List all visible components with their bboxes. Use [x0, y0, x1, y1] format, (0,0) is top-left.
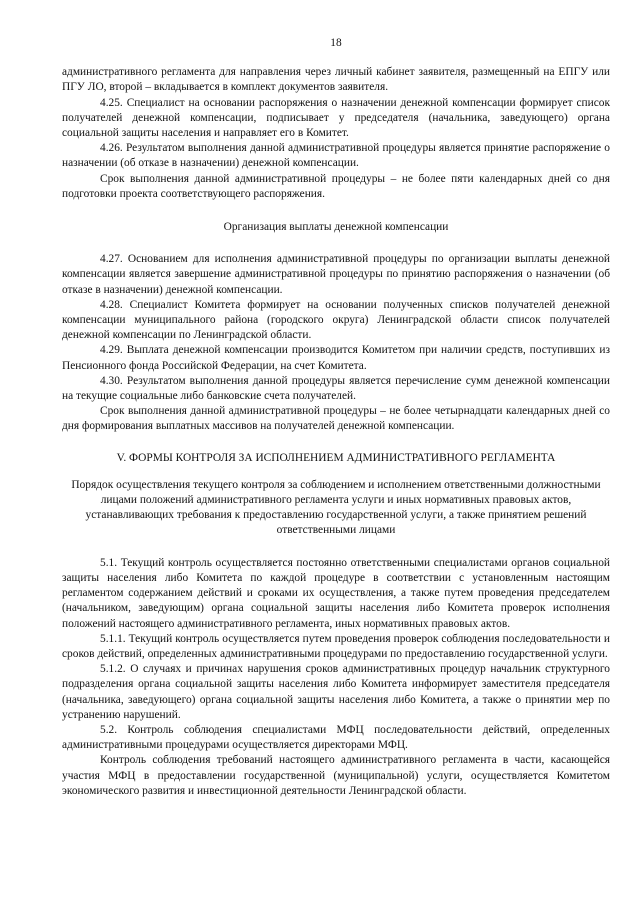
paragraph-5-1-1: 5.1.1. Текущий контроль осуществляется путем проведения проверок соблюдения последовательности и сроков действий, определенных административными процедурами по предоставлению государственной услуги. [62, 632, 610, 660]
subheading-payment: Организация выплаты денежной компенсации [223, 221, 449, 234]
paragraph-deadline-2: Срок выполнения данной административной процедуры – не более четырнадцати календарных дней со дня формирования выплатных массивов на получателей денежной компенсации. [62, 405, 610, 433]
paragraph-4-28: 4.28. Специалист Комитета формирует на основании полученных списков получателей денежной компенсации муниципального района (городского округа) Ленинградской области список получателей денежной компенсации по Ленинградской области. [62, 298, 610, 342]
paragraph-deadline-1: Срок выполнения данной административной процедуры – не более пяти календарных дней со дня подготовки проекта соответствующего распоряжения. [62, 172, 610, 200]
page-number: 18 [330, 37, 342, 49]
paragraph-5-2: 5.2. Контроль соблюдения специалистами МФЦ последовательности действий, определенных административными процедурами осуществляется директорами МФЦ. [62, 723, 610, 752]
section-subheading: Порядок осуществления текущего контроля за соблюдением и исполнением ответственными должностными лицами положений административного регламента услуги и иных нормативных правовых актов, устанавливающих требования к предоставлению государственной услуги, а также принятием решений ответственными лицами [71, 478, 601, 537]
paragraph-continued: административного регламента для направления через личный кабинет заявителя, размещенный на ЕПГУ или ПГУ ЛО, второй – вкладывается в комплект документов заявителя. [62, 66, 610, 94]
section-title: V. ФОРМЫ КОНТРОЛЯ ЗА ИСПОЛНЕНИЕМ АДМИНИСТРАТИВНОГО РЕГЛАМЕНТА [116, 451, 556, 464]
paragraph-control-mfc: Контроль соблюдения требований настоящего административного регламента в части, касающейся участия МФЦ в предоставлении государственной (муниципальной) услуги, осуществляется Комитетом экономического развития и инвестиционной деятельности Ленинградской области. [62, 754, 610, 797]
paragraph-4-26: 4.26. Результатом выполнения данной административной процедуры является принятие распоряжение о назначении (об отказе в назначении) денежной компенсации. [62, 142, 610, 170]
paragraph-5-1: 5.1. Текущий контроль осуществляется постоянно ответственными специалистами органов социальной защиты населения либо Комитета по каждой процедуре в соответствии с установленным настоящим регламентом содержанием действий и сроками их осуществления, а также путем проведения председателем (начальником, заведующим) органа социальной защиты населения либо Комитета проверок исполнения положений настоящего административного регламента, иных нормативных правовых актов. [62, 556, 610, 630]
paragraph-4-29: 4.29. Выплата денежной компенсации производится Комитетом при наличии средств, поступивших из Пенсионного фонда Российской Федерации, на счет Комитета. [62, 344, 610, 372]
paragraph-4-27: 4.27. Основанием для исполнения административной процедуры по организации выплаты денежной компенсации является завершение административной процедуры по принятию распоряжения о назначении (об отказе в назначении) денежной компенсации. [62, 253, 610, 296]
paragraph-5-1-2: 5.1.2. О случаях и причинах нарушения сроков административных процедур начальник структурного подразделения органа социальной защиты населения либо Комитета информирует заместителя председателя (начальника, заведующего) органа социальной защиты населения либо Комитета, а также о принятии мер по устранению нарушений. [62, 663, 610, 721]
paragraph-4-25: 4.25. Специалист на основании распоряжения о назначении денежной компенсации формирует список получателей денежной компенсации, подписывает у председателя (начальника, заведующего) органа социальной защиты населения и направляет его в Комитет. [62, 96, 610, 140]
paragraph-4-30: 4.30. Результатом выполнения данной процедуры является перечисление сумм денежной компенсации на текущие социальные либо банковские счета получателей. [62, 374, 610, 403]
